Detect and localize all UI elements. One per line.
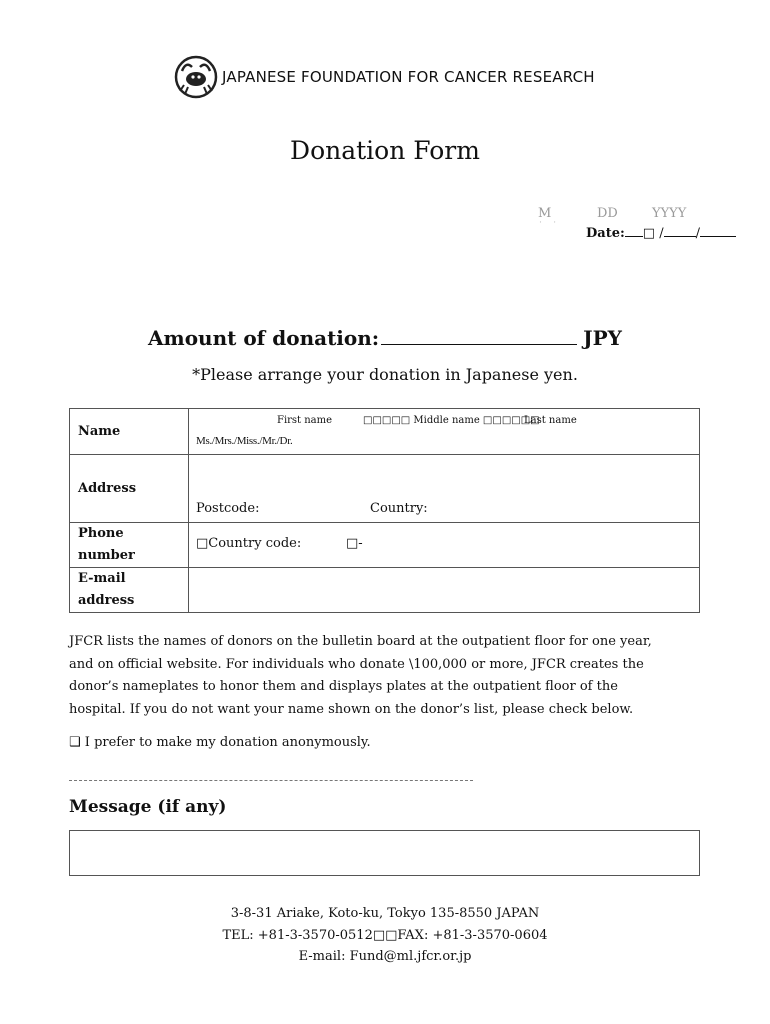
middle-name-label: □□□□□ Middle name □□□□□□: [363, 415, 540, 426]
date-year-hint: YYYY: [652, 206, 687, 221]
footer-email: E-mail: Fund@ml.jfcr.or.jp: [298, 949, 472, 964]
org-header: [174, 55, 595, 99]
date-field[interactable]: [586, 224, 736, 241]
anonymous-option[interactable]: [69, 735, 371, 750]
date-separator-1: □ /: [642, 226, 664, 241]
page-title: Donation Form: [290, 136, 480, 165]
country-code-label: □Country code:: [196, 536, 302, 551]
date-day-hint: DD: [597, 206, 618, 221]
amount-label: Amount of donation:: [148, 326, 380, 350]
amount-of-donation: [0, 326, 770, 350]
section-divider: [69, 780, 473, 781]
address-field[interactable]: [189, 455, 700, 523]
table-row: [70, 568, 700, 613]
table-row: [70, 523, 700, 568]
last-name-label: Last name: [524, 415, 577, 426]
message-input-box[interactable]: [69, 830, 700, 876]
date-month-hint: M: [538, 206, 552, 221]
date-hint-dots: ˙ ˙: [538, 221, 561, 232]
postcode-label: Postcode:: [196, 501, 260, 516]
first-name-label: First name: [277, 415, 333, 426]
amount-input-line[interactable]: [381, 326, 577, 345]
date-separator-2: /: [695, 226, 700, 241]
email-label: E-mail address: [70, 568, 189, 613]
org-name: JAPANESE FOUNDATION FOR CANCER RESEARCH: [222, 68, 595, 86]
phone-field[interactable]: [189, 523, 700, 568]
name-label: Name: [70, 409, 189, 455]
footer-address: 3-8-31 Ariake, Koto-ku, Tokyo 135-8550 JAPAN: [230, 906, 540, 921]
salutation-options: Ms./Mrs./Miss./Mr./Dr.: [196, 435, 293, 447]
currency-note: *Please arrange your donation in Japanese yen.: [192, 365, 578, 384]
amount-currency: JPY: [583, 326, 622, 350]
table-row: [70, 455, 700, 523]
table-row: [70, 409, 700, 455]
crab-logo-icon: [174, 55, 218, 99]
country-label: Country:: [370, 501, 428, 516]
name-field[interactable]: [189, 409, 700, 455]
message-heading: Message (if any): [69, 797, 227, 817]
donor-info-table: [69, 408, 700, 613]
phone-dash: □-: [346, 536, 363, 551]
anonymous-label: I prefer to make my donation anonymously.: [84, 735, 371, 750]
date-label: Date:: [586, 226, 625, 241]
address-label: Address: [70, 455, 189, 523]
phone-label: Phone number: [70, 523, 189, 568]
anonymous-checkbox[interactable]: ❑: [69, 735, 81, 750]
email-field[interactable]: [189, 568, 700, 613]
footer-tel-fax: TEL: +81-3-3570-0512□□FAX: +81-3-3570-0604: [222, 928, 548, 943]
donor-listing-policy: JFCR lists the names of donors on the bulletin board at the outpatient floor for one year, and on official website. For individuals who donate \100,000 or more, JFCR creates the donor’s nameplates to honor them and displays plates at the outpatient floor of the hospital. If you do not want your name shown on the donor’s list, please check below.: [69, 634, 652, 717]
